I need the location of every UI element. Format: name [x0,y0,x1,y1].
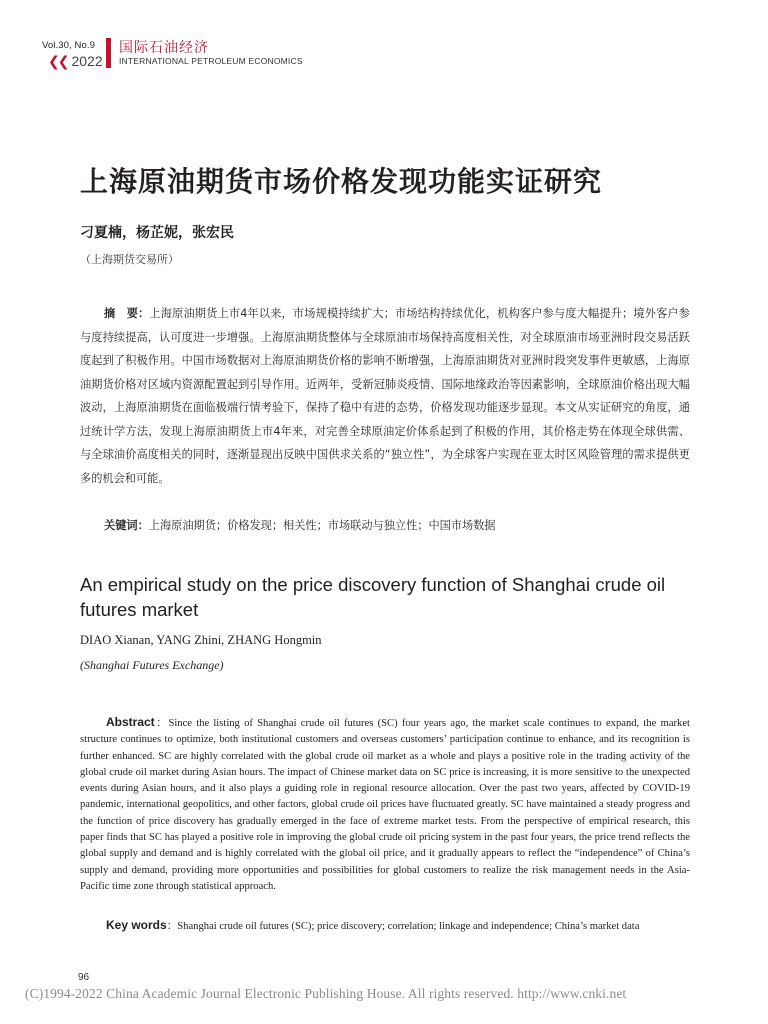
journal-volume: Vol.30, No.9 [42,40,95,51]
paper-title-en: An empirical study on the price discovery function of Shanghai crude oil futures market [80,574,666,620]
keywords-label-cn: 关键词： [104,519,149,532]
affiliation-cn: （上海期货交易所） [80,253,179,266]
abstract-text-en: Since the listing of Shanghai crude oil futures (SC) four years ago, the market scale continues to expand, the market structure continues to optimize, both institutional customers and overseas customers’ participation continue to enhance, and its recognition is further enhanced. SC are highly correlated with the global crude oil market as a whole and plays a positive role in the trading activity of the global crude oil market during Asian hours. The impact of Chinese market data on SC price is increasing, it is more sensitive to the unexpected events during Asian hours, and it also plays a guiding role in regional resource allocation. Over the past two years, affected by COVID-19 pandemic, international geopolitics, and other factors, global crude oil prices have fluctuated greatly. SC have maintained a steady progress and the function of price discovery has gradually emerged in the face of extreme market tests. From the perspective of empirical research, this paper finds that SC has played a positive role in improving the global crude oil pricing system in the past four years, the price trend reflects the global supply and demand and is highly correlated with the global oil price, and it gradually appears to reflect the “independence” of China’s supply and demand, providing more opportunities and possibilities for global customers to realize the risk management needs in the Asia-Pacific time zone through statistical approach. [80,718,690,892]
double-chevron-left-icon: ❮❮ [48,53,68,69]
journal-name-en: INTERNATIONAL PETROLEUM ECONOMICS [119,56,303,66]
header-accent-bar [106,38,111,68]
copyright-notice: (C)1994-2022 China Academic Journal Electronic Publishing House. All rights reserved. http://www.cnki.net [25,986,627,1001]
paper-title-cn: 上海原油期货市场价格发现功能实证研究 [80,165,603,198]
keywords-text-en: Shanghai crude oil futures (SC); price discovery; correlation; linkage and independence; China’s market data [177,921,640,932]
abstract-cn [80,302,690,490]
keywords-en [80,917,690,935]
abstract-en [80,714,690,895]
journal-year: 2022 [71,53,103,69]
page-number: 96 [78,972,90,983]
authors-en: DIAO Xianan, YANG Zhini, ZHANG Hongmin [80,633,322,647]
keywords-label-en: Key words [106,918,167,932]
abstract-text-cn: 上海原油期货上市4年以来，市场规模持续扩大；市场结构持续优化，机构客户参与度大幅提升；境外客户参与度持续提高，认可度进一步增强。上海原油期货整体与全球原油市场保持高度相关性，对全球原油市场亚洲时段交易活跃度起到了积极作用。中国市场数据对上海原油期货价格的影响不断增强，上海原油期货对亚洲时段突发事件更敏感，上海原油期货价格对区域内资源配置起到引导作用。近两年，受新冠肺炎疫情、国际地缘政治等因素影响，全球原油价格出现大幅波动，上海原油期货在面临极端行情考验下，保持了稳中有进的态势，价格发现功能逐步显现。本文从实证研究的角度，通过统计学方法，发现上海原油期货上市4年来，对完善全球原油定价体系起到了积极的作用，其价格走势在体现全球供需、与全球油价高度相关的同时，逐渐显现出反映中国供求关系的“独立性”，为全球客户实现在亚太时区风险管理的需求提供更多的机会和可能。 [80,307,690,485]
abstract-label-en: Abstract [106,715,155,729]
abstract-label-cn: 摘 要： [104,307,150,320]
journal-name-cn: 国际石油经济 [119,40,209,56]
keywords-text-cn: 上海原油期货；价格发现；相关性；市场联动与独立性；中国市场数据 [148,519,496,532]
abstract-sep-en: ： [154,718,169,729]
keywords-cn [104,517,496,533]
affiliation-en: (Shanghai Futures Exchange) [80,658,224,672]
keywords-sep-en: ： [166,921,178,932]
authors-cn: 刁夏楠，杨芷妮，张宏民 [80,225,234,241]
journal-year-block [48,53,103,70]
